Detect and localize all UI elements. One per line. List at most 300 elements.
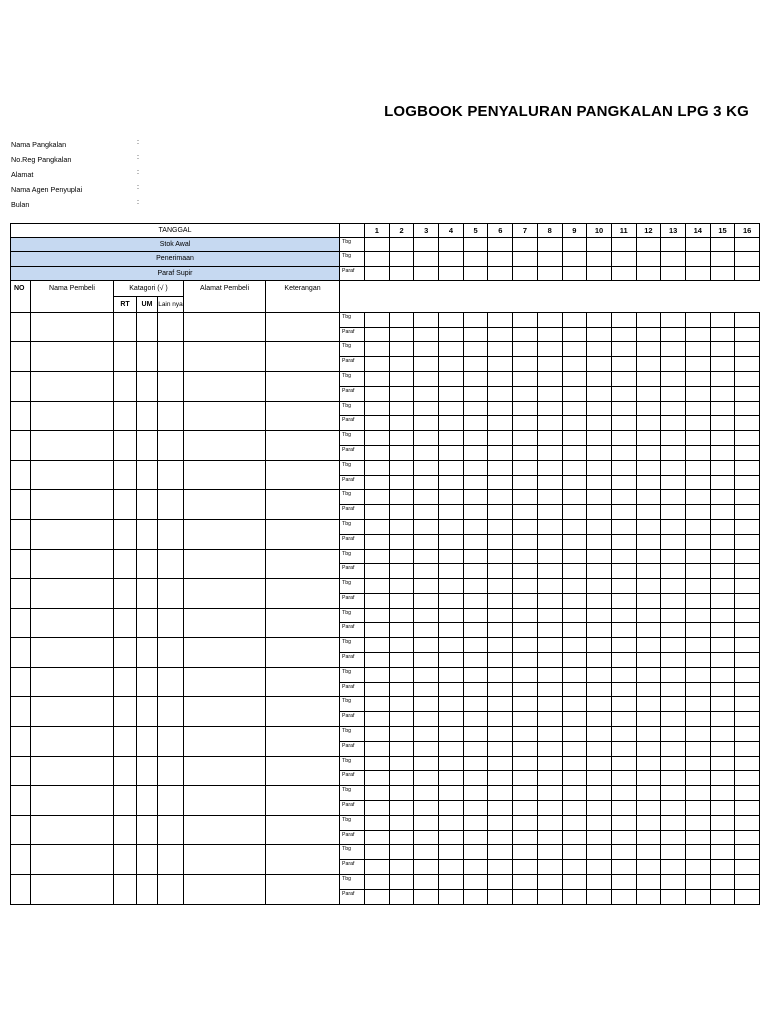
day-cell[interactable] xyxy=(414,608,439,623)
day-cell[interactable] xyxy=(735,357,760,372)
keterangan-cell[interactable] xyxy=(266,756,340,786)
day-cell[interactable] xyxy=(562,638,587,653)
day-cell[interactable] xyxy=(488,490,513,505)
day-cell[interactable] xyxy=(636,845,661,860)
day-cell[interactable] xyxy=(414,756,439,771)
day-cell[interactable] xyxy=(389,252,414,266)
day-cell[interactable] xyxy=(735,266,760,280)
no-cell[interactable] xyxy=(11,786,31,816)
day-cell[interactable] xyxy=(513,549,538,564)
day-cell[interactable] xyxy=(365,786,390,801)
day-cell[interactable] xyxy=(414,712,439,727)
day-cell[interactable] xyxy=(365,697,390,712)
day-cell[interactable] xyxy=(636,475,661,490)
day-cell[interactable] xyxy=(685,667,710,682)
day-cell[interactable] xyxy=(685,549,710,564)
day-cell[interactable] xyxy=(439,564,464,579)
day-cell[interactable] xyxy=(414,801,439,816)
day-cell[interactable] xyxy=(685,638,710,653)
day-cell[interactable] xyxy=(562,386,587,401)
day-cell[interactable] xyxy=(587,741,612,756)
day-cell[interactable] xyxy=(685,505,710,520)
day-cell[interactable] xyxy=(488,431,513,446)
day-cell[interactable] xyxy=(439,252,464,266)
day-cell[interactable] xyxy=(685,386,710,401)
day-cell[interactable] xyxy=(562,712,587,727)
day-cell[interactable] xyxy=(636,875,661,890)
day-cell[interactable] xyxy=(562,327,587,342)
day-cell[interactable] xyxy=(365,608,390,623)
lainnya-cell[interactable] xyxy=(158,756,184,786)
day-cell[interactable] xyxy=(463,460,488,475)
day-cell[interactable] xyxy=(685,727,710,742)
no-cell[interactable] xyxy=(11,401,31,431)
day-cell[interactable] xyxy=(636,653,661,668)
day-cell[interactable] xyxy=(389,371,414,386)
no-cell[interactable] xyxy=(11,667,31,697)
day-cell[interactable] xyxy=(587,342,612,357)
um-cell[interactable] xyxy=(137,786,158,816)
day-cell[interactable] xyxy=(537,875,562,890)
day-cell[interactable] xyxy=(562,519,587,534)
day-cell[interactable] xyxy=(488,460,513,475)
rt-cell[interactable] xyxy=(114,815,137,845)
day-cell[interactable] xyxy=(414,327,439,342)
alamat-cell[interactable] xyxy=(184,727,266,757)
um-cell[interactable] xyxy=(137,579,158,609)
day-cell[interactable] xyxy=(414,357,439,372)
lainnya-cell[interactable] xyxy=(158,579,184,609)
day-cell[interactable] xyxy=(537,549,562,564)
keterangan-cell[interactable] xyxy=(266,312,340,342)
day-cell[interactable] xyxy=(710,475,735,490)
day-cell[interactable] xyxy=(365,875,390,890)
day-cell[interactable] xyxy=(414,266,439,280)
day-cell[interactable] xyxy=(562,623,587,638)
day-cell[interactable] xyxy=(513,371,538,386)
day-cell[interactable] xyxy=(587,475,612,490)
no-cell[interactable] xyxy=(11,608,31,638)
day-cell[interactable] xyxy=(685,682,710,697)
day-cell[interactable] xyxy=(365,593,390,608)
day-cell[interactable] xyxy=(463,534,488,549)
day-cell[interactable] xyxy=(735,845,760,860)
day-cell[interactable] xyxy=(661,771,686,786)
day-cell[interactable] xyxy=(685,564,710,579)
day-cell[interactable] xyxy=(439,266,464,280)
day-cell[interactable] xyxy=(537,401,562,416)
day-cell[interactable] xyxy=(414,252,439,266)
lainnya-cell[interactable] xyxy=(158,460,184,490)
alamat-cell[interactable] xyxy=(184,342,266,372)
day-cell[interactable] xyxy=(463,741,488,756)
day-cell[interactable] xyxy=(463,830,488,845)
day-cell[interactable] xyxy=(661,623,686,638)
alamat-cell[interactable] xyxy=(184,608,266,638)
day-cell[interactable] xyxy=(537,238,562,252)
day-cell[interactable] xyxy=(611,519,636,534)
day-cell[interactable] xyxy=(710,786,735,801)
day-cell[interactable] xyxy=(587,667,612,682)
day-cell[interactable] xyxy=(735,727,760,742)
day-cell[interactable] xyxy=(562,460,587,475)
day-cell[interactable] xyxy=(611,475,636,490)
rt-cell[interactable] xyxy=(114,875,137,905)
day-cell[interactable] xyxy=(636,579,661,594)
day-cell[interactable] xyxy=(488,830,513,845)
day-cell[interactable] xyxy=(513,505,538,520)
day-cell[interactable] xyxy=(513,815,538,830)
day-cell[interactable] xyxy=(685,697,710,712)
day-cell[interactable] xyxy=(636,431,661,446)
day-cell[interactable] xyxy=(562,475,587,490)
day-cell[interactable] xyxy=(389,653,414,668)
day-cell[interactable] xyxy=(537,727,562,742)
day-cell[interactable] xyxy=(685,445,710,460)
day-cell[interactable] xyxy=(562,312,587,327)
day-cell[interactable] xyxy=(661,401,686,416)
day-cell[interactable] xyxy=(735,682,760,697)
day-cell[interactable] xyxy=(636,741,661,756)
day-cell[interactable] xyxy=(562,357,587,372)
day-cell[interactable] xyxy=(685,875,710,890)
day-cell[interactable] xyxy=(439,771,464,786)
day-cell[interactable] xyxy=(513,342,538,357)
day-cell[interactable] xyxy=(439,653,464,668)
day-cell[interactable] xyxy=(389,327,414,342)
day-cell[interactable] xyxy=(685,460,710,475)
day-cell[interactable] xyxy=(414,727,439,742)
day-cell[interactable] xyxy=(685,593,710,608)
day-cell[interactable] xyxy=(537,593,562,608)
day-cell[interactable] xyxy=(735,579,760,594)
day-cell[interactable] xyxy=(389,593,414,608)
day-cell[interactable] xyxy=(365,342,390,357)
day-cell[interactable] xyxy=(488,416,513,431)
day-cell[interactable] xyxy=(463,623,488,638)
day-cell[interactable] xyxy=(661,549,686,564)
day-cell[interactable] xyxy=(587,252,612,266)
day-cell[interactable] xyxy=(389,445,414,460)
day-cell[interactable] xyxy=(513,386,538,401)
day-cell[interactable] xyxy=(710,490,735,505)
day-cell[interactable] xyxy=(710,564,735,579)
day-cell[interactable] xyxy=(685,519,710,534)
day-cell[interactable] xyxy=(661,534,686,549)
day-cell[interactable] xyxy=(389,815,414,830)
day-cell[interactable] xyxy=(414,549,439,564)
day-cell[interactable] xyxy=(685,786,710,801)
day-cell[interactable] xyxy=(587,653,612,668)
day-cell[interactable] xyxy=(463,564,488,579)
day-cell[interactable] xyxy=(587,357,612,372)
day-cell[interactable] xyxy=(611,801,636,816)
day-cell[interactable] xyxy=(710,401,735,416)
day-cell[interactable] xyxy=(611,416,636,431)
day-cell[interactable] xyxy=(735,830,760,845)
day-cell[interactable] xyxy=(587,786,612,801)
um-cell[interactable] xyxy=(137,401,158,431)
day-cell[interactable] xyxy=(414,386,439,401)
day-cell[interactable] xyxy=(488,697,513,712)
um-cell[interactable] xyxy=(137,431,158,461)
day-cell[interactable] xyxy=(463,266,488,280)
day-cell[interactable] xyxy=(661,416,686,431)
day-cell[interactable] xyxy=(365,266,390,280)
day-cell[interactable] xyxy=(636,490,661,505)
day-cell[interactable] xyxy=(537,579,562,594)
day-cell[interactable] xyxy=(587,534,612,549)
day-cell[interactable] xyxy=(439,697,464,712)
alamat-cell[interactable] xyxy=(184,815,266,845)
day-cell[interactable] xyxy=(661,490,686,505)
rt-cell[interactable] xyxy=(114,431,137,461)
day-cell[interactable] xyxy=(463,593,488,608)
day-cell[interactable] xyxy=(562,371,587,386)
day-cell[interactable] xyxy=(562,534,587,549)
day-cell[interactable] xyxy=(513,653,538,668)
day-cell[interactable] xyxy=(587,860,612,875)
day-cell[interactable] xyxy=(562,579,587,594)
day-cell[interactable] xyxy=(710,357,735,372)
day-cell[interactable] xyxy=(537,371,562,386)
day-cell[interactable] xyxy=(439,712,464,727)
day-cell[interactable] xyxy=(537,741,562,756)
day-cell[interactable] xyxy=(611,579,636,594)
day-cell[interactable] xyxy=(513,460,538,475)
day-cell[interactable] xyxy=(463,875,488,890)
day-cell[interactable] xyxy=(365,460,390,475)
day-cell[interactable] xyxy=(587,401,612,416)
day-cell[interactable] xyxy=(636,386,661,401)
day-cell[interactable] xyxy=(661,357,686,372)
day-cell[interactable] xyxy=(537,505,562,520)
lainnya-cell[interactable] xyxy=(158,845,184,875)
day-cell[interactable] xyxy=(439,756,464,771)
rt-cell[interactable] xyxy=(114,549,137,579)
day-cell[interactable] xyxy=(587,431,612,446)
day-cell[interactable] xyxy=(735,860,760,875)
day-cell[interactable] xyxy=(710,386,735,401)
day-cell[interactable] xyxy=(735,564,760,579)
day-cell[interactable] xyxy=(389,608,414,623)
day-cell[interactable] xyxy=(611,830,636,845)
day-cell[interactable] xyxy=(636,519,661,534)
um-cell[interactable] xyxy=(137,342,158,372)
day-cell[interactable] xyxy=(389,357,414,372)
lainnya-cell[interactable] xyxy=(158,519,184,549)
day-cell[interactable] xyxy=(414,490,439,505)
day-cell[interactable] xyxy=(513,801,538,816)
lainnya-cell[interactable] xyxy=(158,667,184,697)
day-cell[interactable] xyxy=(710,431,735,446)
rt-cell[interactable] xyxy=(114,756,137,786)
alamat-cell[interactable] xyxy=(184,786,266,816)
no-cell[interactable] xyxy=(11,460,31,490)
day-cell[interactable] xyxy=(365,845,390,860)
day-cell[interactable] xyxy=(365,579,390,594)
day-cell[interactable] xyxy=(710,875,735,890)
day-cell[interactable] xyxy=(710,252,735,266)
day-cell[interactable] xyxy=(587,889,612,904)
nama-pembeli-cell[interactable] xyxy=(31,815,114,845)
day-cell[interactable] xyxy=(611,682,636,697)
alamat-cell[interactable] xyxy=(184,667,266,697)
day-cell[interactable] xyxy=(611,623,636,638)
day-cell[interactable] xyxy=(439,727,464,742)
day-cell[interactable] xyxy=(710,266,735,280)
day-cell[interactable] xyxy=(611,653,636,668)
alamat-cell[interactable] xyxy=(184,431,266,461)
day-cell[interactable] xyxy=(661,505,686,520)
day-cell[interactable] xyxy=(562,801,587,816)
day-cell[interactable] xyxy=(587,682,612,697)
day-cell[interactable] xyxy=(439,534,464,549)
day-cell[interactable] xyxy=(685,490,710,505)
day-cell[interactable] xyxy=(661,386,686,401)
day-cell[interactable] xyxy=(636,608,661,623)
day-cell[interactable] xyxy=(587,712,612,727)
day-cell[interactable] xyxy=(661,727,686,742)
day-cell[interactable] xyxy=(463,342,488,357)
alamat-cell[interactable] xyxy=(184,875,266,905)
day-cell[interactable] xyxy=(414,667,439,682)
day-cell[interactable] xyxy=(488,505,513,520)
day-cell[interactable] xyxy=(414,638,439,653)
day-cell[interactable] xyxy=(562,756,587,771)
day-cell[interactable] xyxy=(537,623,562,638)
day-cell[interactable] xyxy=(389,667,414,682)
day-cell[interactable] xyxy=(661,712,686,727)
day-cell[interactable] xyxy=(537,786,562,801)
day-cell[interactable] xyxy=(537,830,562,845)
day-cell[interactable] xyxy=(513,771,538,786)
day-cell[interactable] xyxy=(513,534,538,549)
alamat-cell[interactable] xyxy=(184,697,266,727)
day-cell[interactable] xyxy=(389,638,414,653)
day-cell[interactable] xyxy=(587,638,612,653)
day-cell[interactable] xyxy=(439,327,464,342)
day-cell[interactable] xyxy=(439,815,464,830)
day-cell[interactable] xyxy=(439,667,464,682)
day-cell[interactable] xyxy=(735,889,760,904)
keterangan-cell[interactable] xyxy=(266,549,340,579)
day-cell[interactable] xyxy=(562,727,587,742)
day-cell[interactable] xyxy=(513,682,538,697)
day-cell[interactable] xyxy=(685,756,710,771)
um-cell[interactable] xyxy=(137,727,158,757)
day-cell[interactable] xyxy=(661,238,686,252)
day-cell[interactable] xyxy=(735,534,760,549)
day-cell[interactable] xyxy=(463,490,488,505)
day-cell[interactable] xyxy=(513,860,538,875)
day-cell[interactable] xyxy=(735,756,760,771)
day-cell[interactable] xyxy=(488,445,513,460)
day-cell[interactable] xyxy=(414,519,439,534)
day-cell[interactable] xyxy=(439,519,464,534)
day-cell[interactable] xyxy=(611,756,636,771)
day-cell[interactable] xyxy=(513,431,538,446)
day-cell[interactable] xyxy=(562,490,587,505)
day-cell[interactable] xyxy=(488,608,513,623)
day-cell[interactable] xyxy=(537,342,562,357)
day-cell[interactable] xyxy=(389,875,414,890)
day-cell[interactable] xyxy=(463,431,488,446)
day-cell[interactable] xyxy=(365,801,390,816)
day-cell[interactable] xyxy=(488,860,513,875)
keterangan-cell[interactable] xyxy=(266,845,340,875)
day-cell[interactable] xyxy=(562,741,587,756)
rt-cell[interactable] xyxy=(114,638,137,668)
day-cell[interactable] xyxy=(365,252,390,266)
day-cell[interactable] xyxy=(735,593,760,608)
keterangan-cell[interactable] xyxy=(266,579,340,609)
day-cell[interactable] xyxy=(562,875,587,890)
day-cell[interactable] xyxy=(562,416,587,431)
day-cell[interactable] xyxy=(661,266,686,280)
day-cell[interactable] xyxy=(537,638,562,653)
day-cell[interactable] xyxy=(439,431,464,446)
day-cell[interactable] xyxy=(685,431,710,446)
day-cell[interactable] xyxy=(488,801,513,816)
day-cell[interactable] xyxy=(636,815,661,830)
lainnya-cell[interactable] xyxy=(158,312,184,342)
day-cell[interactable] xyxy=(661,756,686,771)
day-cell[interactable] xyxy=(463,312,488,327)
day-cell[interactable] xyxy=(611,727,636,742)
day-cell[interactable] xyxy=(463,608,488,623)
alamat-cell[interactable] xyxy=(184,312,266,342)
day-cell[interactable] xyxy=(414,238,439,252)
lainnya-cell[interactable] xyxy=(158,786,184,816)
day-cell[interactable] xyxy=(463,801,488,816)
um-cell[interactable] xyxy=(137,460,158,490)
day-cell[interactable] xyxy=(537,682,562,697)
day-cell[interactable] xyxy=(587,327,612,342)
day-cell[interactable] xyxy=(365,534,390,549)
nama-pembeli-cell[interactable] xyxy=(31,519,114,549)
day-cell[interactable] xyxy=(414,845,439,860)
day-cell[interactable] xyxy=(488,401,513,416)
day-cell[interactable] xyxy=(513,490,538,505)
day-cell[interactable] xyxy=(710,889,735,904)
day-cell[interactable] xyxy=(636,564,661,579)
day-cell[interactable] xyxy=(685,342,710,357)
day-cell[interactable] xyxy=(463,371,488,386)
keterangan-cell[interactable] xyxy=(266,786,340,816)
nama-pembeli-cell[interactable] xyxy=(31,697,114,727)
day-cell[interactable] xyxy=(365,519,390,534)
day-cell[interactable] xyxy=(414,460,439,475)
day-cell[interactable] xyxy=(513,593,538,608)
day-cell[interactable] xyxy=(365,445,390,460)
day-cell[interactable] xyxy=(611,505,636,520)
day-cell[interactable] xyxy=(735,371,760,386)
keterangan-cell[interactable] xyxy=(266,401,340,431)
day-cell[interactable] xyxy=(587,875,612,890)
day-cell[interactable] xyxy=(389,475,414,490)
no-cell[interactable] xyxy=(11,845,31,875)
day-cell[interactable] xyxy=(735,401,760,416)
day-cell[interactable] xyxy=(710,741,735,756)
day-cell[interactable] xyxy=(611,490,636,505)
day-cell[interactable] xyxy=(587,505,612,520)
day-cell[interactable] xyxy=(537,357,562,372)
day-cell[interactable] xyxy=(537,608,562,623)
alamat-cell[interactable] xyxy=(184,490,266,520)
day-cell[interactable] xyxy=(389,786,414,801)
day-cell[interactable] xyxy=(463,519,488,534)
